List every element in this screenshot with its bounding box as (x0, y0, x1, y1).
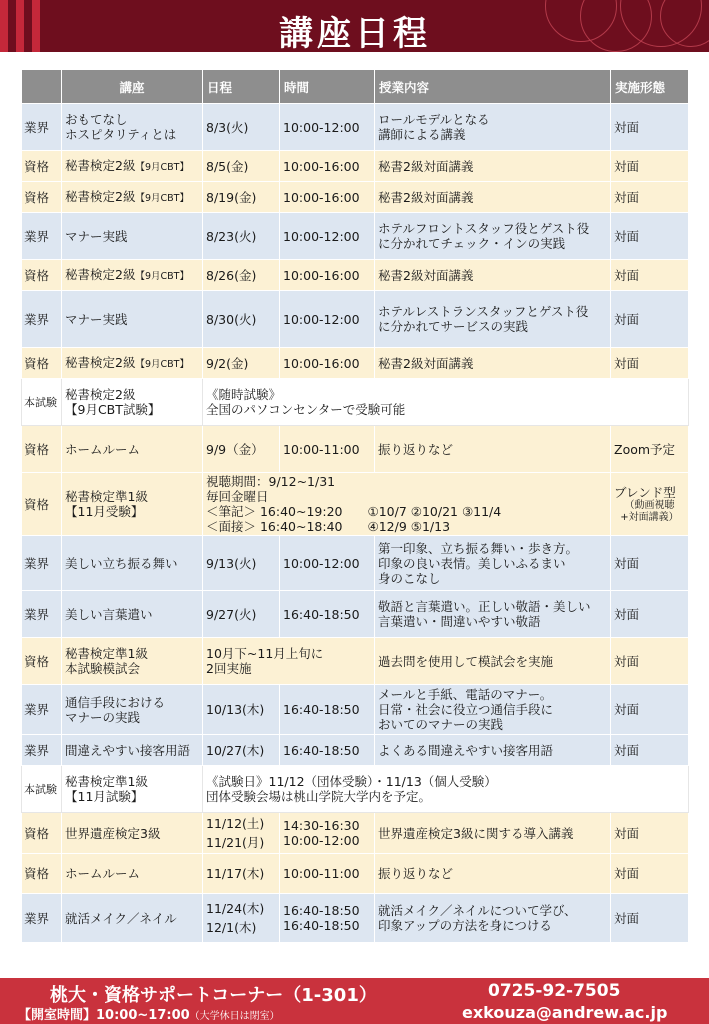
cell-line: 印象の良い表情。美しいふるまい (378, 555, 566, 571)
cell-line: 11/17(木) (206, 866, 265, 881)
table-row (22, 426, 689, 473)
category-cell: 資格 (22, 348, 62, 379)
course-cell (62, 766, 203, 813)
category-cell: 資格 (22, 854, 62, 894)
category-cell: 資格 (22, 260, 62, 291)
course-line: ホスピタリティとは (65, 127, 177, 142)
format-label: 対面 (614, 555, 640, 571)
course-cell (62, 473, 203, 536)
cell-line: よくある間違えやすい接客用語 (378, 742, 554, 758)
table-row (22, 182, 689, 213)
table-row (22, 854, 689, 894)
category-cell: 業界 (22, 591, 62, 638)
course-cell (62, 379, 203, 426)
category-cell: 業界 (22, 894, 62, 943)
format-label: 対面 (614, 866, 640, 881)
cell-line: 全国のパソコンセンターで受験可能 (206, 402, 406, 417)
cell-line: 9/27(火) (206, 606, 257, 622)
format-cell (611, 151, 689, 182)
footer-email[interactable]: exkouza@andrew.ac.jp (462, 1003, 668, 1022)
format-label: ブレンド型 (614, 484, 676, 500)
format-cell (611, 894, 689, 943)
table-row (22, 591, 689, 638)
cell-line: 10:00-11:00 (283, 866, 360, 881)
course-line: 秘書検定2級【9月CBT】 (65, 188, 189, 204)
course-line: 間違えやすい接客用語 (65, 742, 191, 758)
cell-line: ホテルレストランスタッフとゲスト役 (378, 304, 589, 319)
date-cell (203, 213, 280, 260)
course-line: 美しい立ち振る舞い (65, 555, 178, 571)
cell-line: 11/21(月) (206, 835, 265, 850)
cell-line: 秘書2級対面講義 (378, 189, 474, 205)
cell-line: 10:00-12:00 (283, 555, 360, 571)
content-cell (375, 894, 611, 943)
date-cell (203, 685, 280, 735)
cell-line: +対面講義） (620, 511, 679, 523)
cell-line: 世界遺産検定3級に関する導入講義 (378, 825, 574, 841)
cell-line: ＜筆記＞ 16:40~19:20 ①10/7 ②10/21 ③11/4 (206, 504, 502, 519)
cell-line: 言葉遣い・間違いやすい敬語 (378, 614, 541, 629)
course-line: 秘書検定2級【9月CBT】 (65, 266, 189, 282)
format-cell (611, 348, 689, 379)
table-row (22, 894, 689, 943)
cell-line: 16:40-18:50 (283, 606, 360, 622)
date-cell (203, 854, 280, 894)
cell-line: 過去問を使用して模試会を実施 (378, 653, 554, 669)
course-line: 就活メイク／ネイル (65, 910, 177, 926)
title-banner (0, 0, 709, 52)
cell-line: 10:00-12:00 (283, 228, 360, 244)
cell-line: 10/27(木) (206, 742, 265, 758)
content-cell (375, 182, 611, 213)
footer-office-name: 桃大・資格サポートコーナー（1-301） (50, 985, 377, 1006)
format-cell (611, 685, 689, 735)
format-cell (611, 813, 689, 854)
cell-line: 10:00-16:00 (283, 189, 360, 205)
format-cell (611, 182, 689, 213)
cell-line: 秘書2級対面講義 (378, 158, 474, 174)
header-category (22, 70, 62, 104)
date-cell (203, 104, 280, 151)
date-cell (203, 151, 280, 182)
schedule-table (21, 69, 689, 943)
cell-line: 11/12(土) (206, 816, 265, 831)
cell-line: 第一印象、立ち振る舞い・歩き方。 (378, 540, 579, 556)
format-cell (611, 854, 689, 894)
course-line: 秘書検定2級【9月CBT】 (65, 354, 189, 370)
course-cell (62, 813, 203, 854)
table-row (22, 685, 689, 735)
format-label: 対面 (614, 742, 640, 758)
content-cell (375, 536, 611, 591)
category-cell: 本試験 (22, 766, 62, 813)
time-cell (280, 854, 375, 894)
course-line: 通信手段における (65, 694, 166, 710)
date-cell (203, 813, 280, 854)
course-cell (62, 536, 203, 591)
header-format: 実施形態 (611, 70, 689, 104)
date-cell (203, 735, 280, 766)
cell-line: 9/2(金) (206, 355, 249, 371)
cell-line: 8/3(火) (206, 119, 249, 135)
format-label: 対面 (614, 311, 640, 327)
format-label: 対面 (614, 355, 640, 371)
header-date: 日程 (203, 70, 280, 104)
content-cell (375, 638, 611, 685)
course-tag: 【9月CBT】 (135, 192, 189, 204)
course-cell (62, 685, 203, 735)
cell-line: 16:40-18:50 (283, 903, 360, 918)
course-line: 秘書検定準1級 (65, 774, 148, 789)
category-cell: 業界 (22, 536, 62, 591)
cell-line: 8/19(金) (206, 189, 257, 205)
time-cell (280, 348, 375, 379)
footer-phone: 0725-92-7505 (488, 981, 621, 1001)
format-cell (611, 735, 689, 766)
cell-line: メールと手紙、電話のマナー。 (378, 687, 553, 702)
category-cell: 本試験 (22, 379, 62, 426)
header-content: 授業内容 (375, 70, 611, 104)
course-cell (62, 591, 203, 638)
cell-line: 10月下~11月上旬に (206, 646, 324, 661)
course-line: 世界遺産検定3級 (65, 825, 161, 841)
cell-line: 16:40-18:50 (283, 918, 360, 933)
content-cell (375, 104, 611, 151)
course-tag: 【9月CBT】 (135, 358, 189, 370)
format-label: 対面 (614, 702, 640, 717)
table-row (22, 379, 689, 426)
date-cell (203, 894, 280, 943)
banner-stripe (32, 0, 40, 52)
date-time-cell (203, 638, 375, 685)
content-cell (375, 735, 611, 766)
table-row (22, 735, 689, 766)
format-cell (611, 638, 689, 685)
content-cell (375, 813, 611, 854)
details-cell (203, 379, 689, 426)
cell-line: 16:40-18:50 (283, 742, 360, 758)
cell-line: ＜面接＞ 16:40~18:40 ④12/9 ⑤1/13 (206, 519, 451, 534)
cell-line: おいてのマナーの実践 (378, 717, 504, 732)
course-line: 本試験模試会 (65, 661, 141, 676)
time-cell (280, 591, 375, 638)
course-cell (62, 182, 203, 213)
header-course: 講座 (62, 70, 203, 104)
category-cell: 業界 (22, 685, 62, 735)
cell-line: 視聴期間：9/12~1/31 (206, 474, 336, 489)
course-cell (62, 348, 203, 379)
format-cell (611, 213, 689, 260)
course-line: ホームルーム (65, 441, 141, 457)
date-cell (203, 591, 280, 638)
time-cell (280, 104, 375, 151)
cell-line: 振り返りなど (378, 866, 454, 881)
category-cell: 業界 (22, 735, 62, 766)
table-row (22, 213, 689, 260)
format-cell (611, 291, 689, 348)
format-cell (611, 473, 689, 536)
table-row (22, 536, 689, 591)
time-cell (280, 894, 375, 943)
date-cell (203, 426, 280, 473)
cell-line: 身のこなし (378, 570, 441, 586)
category-cell: 資格 (22, 638, 62, 685)
banner-stripe (16, 0, 24, 52)
cell-line: 12/1(木) (206, 920, 257, 935)
category-cell: 業界 (22, 291, 62, 348)
cell-line: 16:40-18:50 (283, 702, 360, 717)
page-title: 講座日程 (279, 14, 431, 52)
footer (0, 978, 709, 1024)
cell-line: 《試験日》11/12（団体受験）・11/13（個人受験） (206, 774, 497, 789)
cell-line: ロールモデルとなる (378, 112, 490, 127)
course-line: 【11月試験】 (65, 789, 144, 804)
course-cell (62, 291, 203, 348)
course-cell (62, 260, 203, 291)
format-label: Zoom予定 (614, 441, 676, 457)
cell-line: （動画視聴 (624, 499, 675, 511)
details-cell (203, 766, 689, 813)
cell-line: 10/13(木) (206, 702, 265, 717)
course-line: 秘書検定準1級 (65, 489, 148, 504)
course-tag: 【9月CBT】 (135, 270, 189, 282)
table-row (22, 151, 689, 182)
course-cell (62, 638, 203, 685)
category-cell: 資格 (22, 473, 62, 536)
course-line: 秘書検定2級 (65, 387, 136, 402)
format-label: 対面 (614, 189, 640, 205)
course-cell (62, 104, 203, 151)
cell-line: 敬語と言葉遣い。正しい敬語・美しい (378, 599, 591, 614)
time-cell (280, 426, 375, 473)
header-time: 時間 (280, 70, 375, 104)
cell-line: 就活メイク／ネイルについて学び、 (378, 903, 577, 918)
details-cell (203, 473, 611, 536)
cell-line: 14:30-16:30 (283, 818, 360, 833)
content-cell (375, 348, 611, 379)
course-tag: 【9月CBT】 (135, 161, 189, 173)
cell-line: 日常・社会に役立つ通信手段に (378, 702, 554, 717)
cell-line: 10:00-16:00 (283, 355, 360, 371)
cell-line: 秘書2級対面講義 (378, 355, 474, 371)
format-label: 対面 (614, 228, 640, 244)
format-label: 対面 (614, 267, 640, 283)
cell-line: 《随時試験》 (206, 387, 282, 402)
time-cell (280, 260, 375, 291)
table-header-row (22, 70, 689, 104)
format-cell (611, 104, 689, 151)
time-cell (280, 151, 375, 182)
content-cell (375, 291, 611, 348)
category-cell: 資格 (22, 813, 62, 854)
cell-line: 毎回金曜日 (206, 489, 269, 504)
format-cell (611, 591, 689, 638)
cell-line: 10:00-12:00 (283, 311, 360, 327)
content-cell (375, 260, 611, 291)
category-cell: 資格 (22, 182, 62, 213)
course-line: 秘書検定準1級 (65, 646, 148, 661)
time-cell (280, 182, 375, 213)
table-row (22, 104, 689, 151)
format-label: 対面 (614, 653, 640, 669)
format-cell (611, 426, 689, 473)
table-row (22, 291, 689, 348)
cell-line: 9/9（金） (206, 441, 264, 457)
course-line: ホームルーム (65, 866, 141, 881)
course-cell (62, 854, 203, 894)
course-cell (62, 213, 203, 260)
content-cell (375, 213, 611, 260)
time-cell (280, 213, 375, 260)
category-cell: 業界 (22, 213, 62, 260)
category-cell: 資格 (22, 426, 62, 473)
cell-line: 8/23(火) (206, 228, 257, 244)
time-cell (280, 735, 375, 766)
date-cell (203, 291, 280, 348)
banner-stripe (0, 0, 8, 52)
course-line: マナー実践 (65, 228, 128, 244)
format-label: 対面 (614, 606, 640, 622)
cell-line: 2回実施 (206, 661, 252, 676)
date-cell (203, 260, 280, 291)
cell-line: 10:00-16:00 (283, 267, 360, 283)
cell-line: 講師による講義 (378, 127, 466, 142)
course-line: マナー実践 (65, 311, 128, 327)
table-row (22, 766, 689, 813)
format-label: 対面 (614, 119, 640, 135)
time-cell (280, 685, 375, 735)
cell-line: ホテルフロントスタッフ役とゲスト役 (378, 221, 590, 236)
category-cell: 業界 (22, 104, 62, 151)
cell-line: 10:00-11:00 (283, 441, 360, 457)
course-cell (62, 426, 203, 473)
cell-line: 8/30(火) (206, 311, 257, 327)
format-label: 対面 (614, 910, 640, 926)
cell-line: に分かれてチェック・インの実践 (378, 236, 566, 251)
date-cell (203, 348, 280, 379)
content-cell (375, 151, 611, 182)
course-line: 秘書検定2級【9月CBT】 (65, 157, 189, 173)
course-line: 美しい言葉遣い (65, 606, 153, 622)
category-cell: 資格 (22, 151, 62, 182)
cell-line: 10:00-16:00 (283, 158, 360, 174)
cell-line: に分かれてサービスの実践 (378, 319, 529, 334)
time-cell (280, 291, 375, 348)
course-line: 【9月CBT試験】 (65, 402, 161, 417)
cell-line: 団体受験会場は桃山学院大学内を予定。 (206, 789, 432, 804)
course-cell (62, 894, 203, 943)
format-label: 対面 (614, 158, 640, 174)
cell-line: 振り返りなど (378, 441, 454, 457)
course-cell (62, 735, 203, 766)
cell-line: 11/24(木) (206, 901, 265, 916)
schedule-body (22, 104, 689, 943)
footer-hours-label: 【開室時間】10:00~17:00 (18, 1008, 190, 1023)
cell-line: 秘書2級対面講義 (378, 267, 474, 283)
date-cell (203, 536, 280, 591)
footer-hours (18, 1004, 280, 1023)
cell-line: 10:00-12:00 (283, 833, 360, 848)
table-row (22, 473, 689, 536)
course-line: マナーの実践 (65, 709, 141, 725)
course-cell (62, 151, 203, 182)
cell-line: 9/13(火) (206, 555, 257, 571)
cell-line: 8/26(金) (206, 267, 257, 283)
format-label: 対面 (614, 825, 640, 841)
content-cell (375, 854, 611, 894)
table-row (22, 638, 689, 685)
table-row (22, 260, 689, 291)
date-cell (203, 182, 280, 213)
cell-line: 8/5(金) (206, 158, 249, 174)
footer-hours-note: （大学休日は閉室） (189, 1011, 280, 1022)
content-cell (375, 685, 611, 735)
content-cell (375, 426, 611, 473)
cell-line: 印象アップの方法を身につける (378, 918, 552, 933)
table-row (22, 348, 689, 379)
time-cell (280, 813, 375, 854)
format-cell (611, 260, 689, 291)
format-cell (611, 536, 689, 591)
course-line: 【11月受験】 (65, 504, 144, 519)
content-cell (375, 591, 611, 638)
time-cell (280, 536, 375, 591)
course-line: おもてなし (65, 112, 128, 127)
table-row (22, 813, 689, 854)
cell-line: 10:00-12:00 (283, 119, 360, 135)
